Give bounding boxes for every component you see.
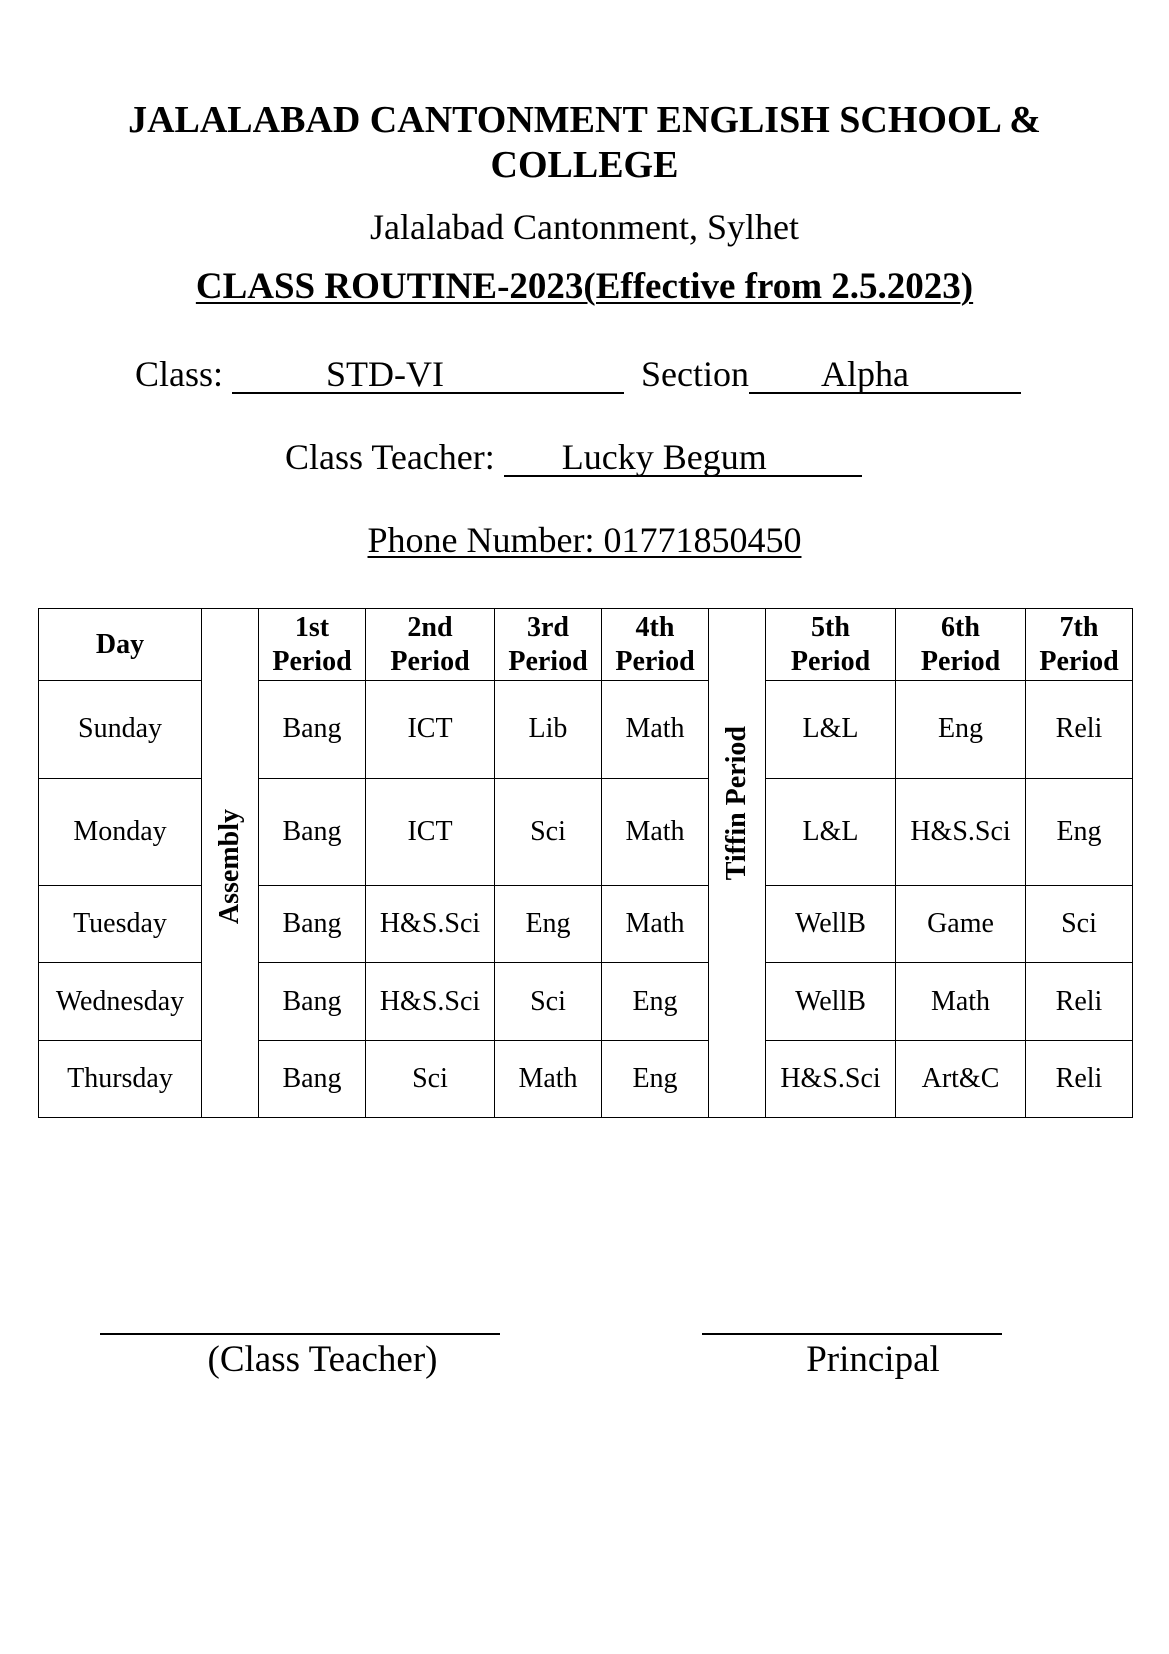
day-cell: Tuesday	[39, 886, 202, 963]
subject-cell: L&L	[766, 681, 896, 778]
subject-cell: Bang	[259, 681, 366, 778]
day-cell: Thursday	[39, 1040, 202, 1117]
subject-cell: Game	[896, 886, 1026, 963]
assembly-cell	[202, 609, 259, 1118]
phone-number: Phone Number: 01771850450	[367, 520, 802, 560]
subject-cell: Sci	[495, 778, 602, 885]
class-label: Class:	[135, 354, 224, 394]
assembly-label: Assembly	[214, 809, 245, 925]
day-cell: Monday	[39, 778, 202, 885]
subject-cell: L&L	[766, 778, 896, 885]
subject-cell: Math	[602, 681, 709, 778]
period-header: 2nd Period	[366, 609, 495, 681]
subject-cell: Math	[602, 886, 709, 963]
period-header: 6th Period	[896, 609, 1026, 681]
subject-cell: Eng	[896, 681, 1026, 778]
teacher-blank	[504, 439, 862, 477]
subject-cell: Eng	[495, 886, 602, 963]
subject-cell: Lib	[495, 681, 602, 778]
day-cell: Wednesday	[39, 963, 202, 1040]
tiffin-label: Tiffin Period	[721, 725, 752, 881]
school-name: JALALABAD CANTONMENT ENGLISH SCHOOL & COLLEGE	[128, 99, 1041, 186]
period-header: 7th Period	[1026, 609, 1133, 681]
school-address: Jalalabad Cantonment, Sylhet	[370, 207, 799, 247]
subject-cell: Sci	[1026, 886, 1133, 963]
period-header: 4th Period	[602, 609, 709, 681]
teacher-value: Lucky Begum	[561, 437, 767, 477]
day-header: Day	[39, 609, 202, 681]
subject-cell: Reli	[1026, 1040, 1133, 1117]
subject-cell: Bang	[259, 963, 366, 1040]
subject-cell: Art&C	[896, 1040, 1026, 1117]
class-teacher-signature-line	[100, 1333, 500, 1335]
subject-cell: Reli	[1026, 963, 1133, 1040]
period-header: 1st Period	[259, 609, 366, 681]
subject-cell: Math	[896, 963, 1026, 1040]
tiffin-cell	[709, 609, 766, 1118]
subject-cell: H&S.Sci	[766, 1040, 896, 1117]
subject-cell: WellB	[766, 886, 896, 963]
principal-signature-line	[702, 1333, 1002, 1335]
subject-cell: Eng	[602, 1040, 709, 1117]
teacher-label: Class Teacher:	[285, 437, 495, 477]
subject-cell: Reli	[1026, 681, 1133, 778]
subject-cell: ICT	[366, 681, 495, 778]
subject-cell: Sci	[366, 1040, 495, 1117]
subject-cell: Sci	[495, 963, 602, 1040]
subject-cell: Bang	[259, 1040, 366, 1117]
class-teacher-signature-label: (Class Teacher)	[207, 1339, 438, 1380]
routine-title-text: CLASS ROUTINE-2023(Effective from 2.5.2023)	[195, 266, 974, 307]
class-blank	[232, 356, 624, 394]
section-value: Alpha	[821, 354, 909, 394]
principal-signature-label: Principal	[806, 1339, 940, 1380]
section-label: Section	[641, 354, 749, 394]
class-section-line	[135, 352, 1021, 396]
period-header: 3rd Period	[495, 609, 602, 681]
period-header: 5th Period	[766, 609, 896, 681]
subject-cell: Bang	[259, 778, 366, 885]
subject-cell: Eng	[602, 963, 709, 1040]
subject-cell: WellB	[766, 963, 896, 1040]
routine-title	[0, 265, 1169, 309]
subject-cell: ICT	[366, 778, 495, 885]
day-cell: Sunday	[39, 681, 202, 778]
subject-cell: Math	[602, 778, 709, 885]
subject-cell: H&S.Sci	[366, 886, 495, 963]
section-blank	[749, 356, 1021, 394]
class-teacher-line	[285, 435, 862, 479]
subject-cell: H&S.Sci	[896, 778, 1026, 885]
subject-cell: Math	[495, 1040, 602, 1117]
phone-line	[0, 518, 1169, 562]
class-value: STD-VI	[326, 354, 444, 394]
subject-cell: Bang	[259, 886, 366, 963]
table-header-row	[39, 609, 1133, 681]
subject-cell: Eng	[1026, 778, 1133, 885]
routine-table	[38, 608, 1133, 1118]
subject-cell: H&S.Sci	[366, 963, 495, 1040]
